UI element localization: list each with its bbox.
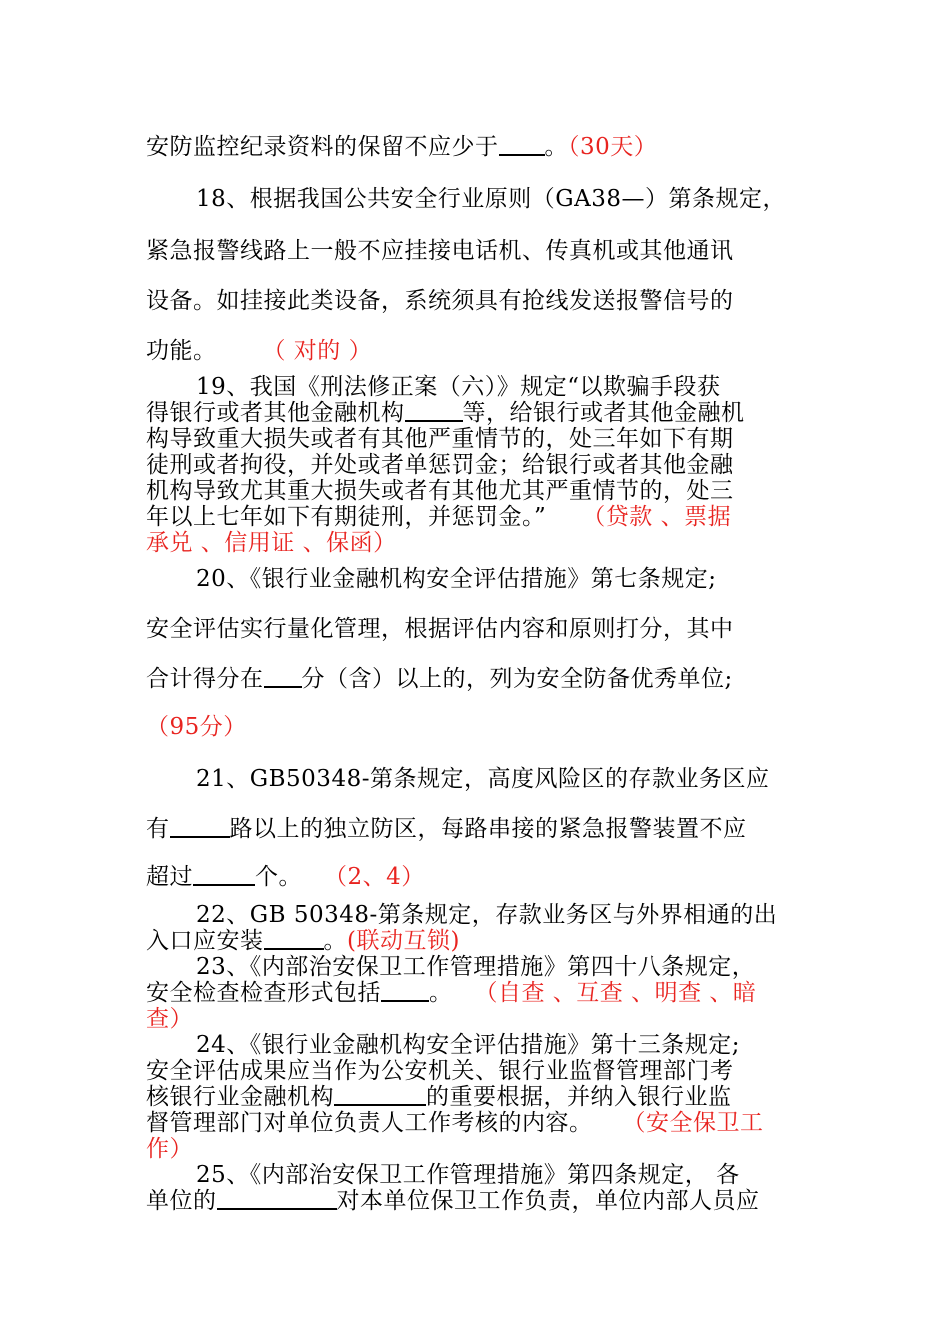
q21-line-1: 21、GB50348-第条规定，高度风险区的存款业务区应: [196, 766, 770, 792]
answer-blank: [381, 980, 429, 1002]
q25-line-1: 25、《内部治安保卫工作管理措施》第四条规定， 各: [196, 1162, 740, 1188]
q24-text-a: 核银行业金融机构: [146, 1084, 334, 1110]
q21-answer: （2、4）: [324, 864, 425, 890]
q23-line-1: 23、《内部治安保卫工作管理措施》第四十八条规定，: [196, 954, 756, 980]
q19-answer: （贷款 、票据: [582, 504, 732, 530]
q24-text: 督管理部门对单位负责人工作考核的内容。: [146, 1110, 593, 1136]
q19-text: 年以上七年如下有期徒刑，并惩罚金。”: [146, 504, 547, 530]
q20-line-2: 安全评估实行量化管理，根据评估内容和原则打分，其中: [146, 616, 734, 642]
q23-text-b: 。: [429, 980, 453, 1006]
answer-blank: [334, 1084, 426, 1106]
q22-line-2: [146, 928, 846, 954]
q18-line-1: 18、根据我国公共安全行业原则（GA38—）第条规定，: [196, 186, 787, 212]
q18-line-2: 紧急报警线路上一般不应挂接电话机、传真机或其他通讯: [146, 238, 734, 264]
answer-blank: [499, 134, 545, 156]
q22-text-b: 。: [323, 928, 347, 954]
q24-line-2: 安全评估成果应当作为公安机关、银行业监督管理部门考: [146, 1058, 734, 1084]
q21-line-2: [146, 816, 846, 842]
q25-text-b: 对本单位保卫工作负责，单位内部人员应: [336, 1188, 760, 1214]
q21-line-3: [146, 864, 846, 890]
q18-line-4: [146, 338, 846, 364]
q18-text: 功能。: [146, 338, 217, 364]
q19-text-b: 等，给银行或者其他金融机: [462, 400, 745, 426]
q19-line-5: 机构导致尤其重大损失或者有其他尤其严重情节的，处三: [146, 478, 734, 504]
q24-line-1: 24、《银行业金融机构安全评估措施》第十三条规定;: [196, 1032, 741, 1058]
q21-text-c: 超过: [146, 864, 193, 890]
q24-line-3: [146, 1084, 846, 1110]
q17-answer: （30天）: [568, 134, 658, 160]
q20-line-1: 20、《银行业金融机构安全评估措施》第七条规定;: [196, 566, 717, 592]
q25-line-2: [146, 1188, 846, 1214]
q20-answer: （95分）: [146, 714, 247, 740]
answer-blank: [405, 400, 463, 422]
q19-line-1: 19、我国《刑法修正案（六）》规定“以欺骗手段获: [196, 374, 721, 400]
q19-line-3: 构导致重大损失或者有其他严重情节的，处三年如下有期: [146, 426, 734, 452]
q21-text-d: 个。: [255, 864, 302, 890]
q18-line-3: 设备。如挂接此类设备，系统须具有抢线发送报警信号的: [146, 288, 734, 314]
answer-blank: [217, 1188, 337, 1210]
q19-answer-cont: 承兑 、信用证 、保函）: [146, 530, 397, 556]
q22-text-a: 入口应安装: [146, 928, 264, 954]
q17-period: 。: [544, 134, 568, 160]
q24-answer-cont: 作）: [146, 1136, 193, 1162]
q22-line-1: 22、GB 50348-第条规定，存款业务区与外界相通的出: [196, 902, 778, 928]
q21-text-a: 有: [146, 816, 170, 842]
q25-text-a: 单位的: [146, 1188, 217, 1214]
answer-blank: [264, 928, 324, 950]
answer-blank: [193, 864, 255, 886]
q20-line-3: [146, 666, 846, 692]
q24-answer: （安全保卫工: [622, 1110, 764, 1136]
q19-line-2: [146, 400, 846, 426]
q17-line: [146, 134, 846, 160]
q17-text: 安防监控纪录资料的保留不应少于: [146, 134, 499, 160]
q19-text-a: 得银行或者其他金融机构: [146, 400, 405, 426]
q18-answer: （ 对的 ）: [262, 338, 373, 364]
q22-answer: (联动互锁): [347, 928, 460, 954]
answer-blank: [264, 666, 302, 688]
q23-line-2: [146, 980, 846, 1006]
q23-text-a: 安全检查检查形式包括: [146, 980, 381, 1006]
q24-text-b: 的重要根据，并纳入银行业监: [426, 1084, 732, 1110]
q20-text-a: 合计得分在: [146, 666, 264, 692]
q19-line-6: [146, 504, 846, 530]
q23-answer-cont: 查）: [146, 1006, 193, 1032]
q21-text-b: 路以上的独立防区，每路串接的紧急报警装置不应: [229, 816, 747, 842]
q19-line-4: 徒刑或者拘役，并处或者单惩罚金；给银行或者其他金融: [146, 452, 734, 478]
q24-line-4: [146, 1110, 846, 1136]
q20-text-b: 分（含）以上的，列为安全防备优秀单位;: [301, 666, 733, 692]
answer-blank: [170, 816, 230, 838]
q23-answer: （自查 、互查 、明查 、暗: [474, 980, 757, 1006]
